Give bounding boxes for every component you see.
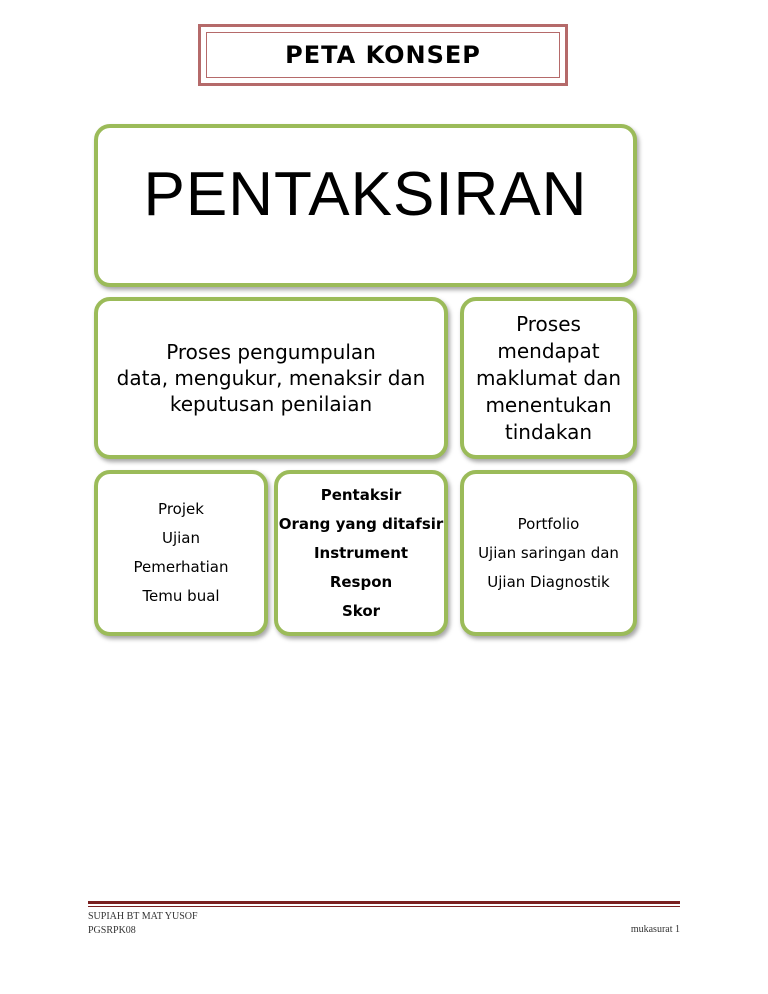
detail-item: Respon [329,572,393,591]
detail-item: Pemerhatian [133,558,229,576]
definition-line: menentukan [485,392,612,417]
definition-line: mendapat [497,338,600,363]
definition-card-1 [94,297,448,459]
detail-card-methods [94,470,268,636]
definition-line: data, mengukur, menaksir dan [116,366,426,390]
detail-item: Portfolio [517,514,580,533]
definition-line: maklumat dan [475,365,622,390]
main-concept-text: PENTAKSIRAN [143,160,588,229]
definition-line: Proses pengumpulan [166,340,376,364]
detail-item: Ujian Diagnostik [487,572,610,591]
definition-line: keputusan penilaian [169,392,373,416]
detail-item: Ujian [161,529,200,547]
footer-info [88,910,198,938]
detail-item: Pentaksir [320,485,402,504]
detail-item: Skor [341,601,381,620]
detail-card-assessments [460,470,637,636]
detail-card-components [274,470,448,636]
page-number: mukasurat 1 [630,924,680,935]
detail-item: Orang yang ditafsir [278,514,444,533]
detail-item: Ujian saringan dan [478,543,619,562]
definition-card-2 [460,297,637,459]
title-inner-frame [206,32,560,78]
main-concept-card [94,124,637,287]
page-title: PETA KONSEP [285,41,481,69]
footer-divider-thin [88,906,680,907]
title-box [198,24,568,86]
detail-item: Temu bual [142,587,220,605]
detail-item: Projek [158,500,204,518]
definition-line: Proses [516,311,581,336]
footer-code: PGSRPK08 [88,925,136,936]
detail-item: Instrument [313,543,409,562]
definition-line: tindakan [504,419,593,444]
footer-divider [88,901,680,904]
footer-author: SUPIAH BT MAT YUSOF [88,911,198,922]
